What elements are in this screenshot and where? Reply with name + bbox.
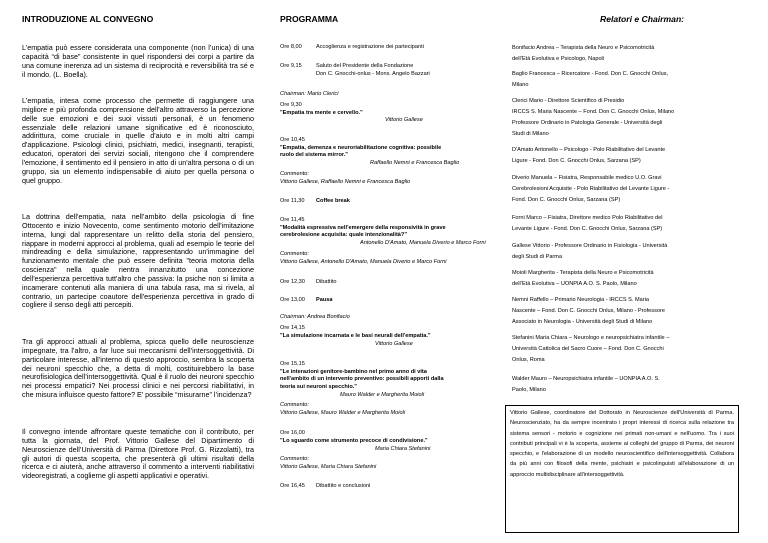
session: Coffee break [316, 198, 350, 204]
session: Saluto del Presidente della Fondazione [316, 63, 414, 69]
speaker: Antonello D'Amato, Manuela Diverio e Marco Forni [360, 240, 486, 246]
speaker-entry: Nemni Raffello – Primario Neurologia - IRCCS S. Maria [512, 297, 649, 303]
session: Don C. Gnocchi-onlus - Mons. Angelo Bazzari [316, 71, 430, 77]
speaker-entry: Professore Ordinario in Patologia Generale - Università degli [512, 120, 663, 126]
session: Accoglienza e registrazione dei partecipanti [316, 44, 424, 50]
speaker-entry: dell’Età Evolutiva – UONPIA A.O. S. Paolo, Milano [512, 281, 637, 287]
speaker-entry: Bonifacio Andrea – Terapista della Neuro e Psicomotricità [512, 45, 655, 51]
speaker: Raffaello Nemni e Francesca Baglio [370, 160, 460, 166]
comment-label: Commento: [280, 402, 309, 408]
talk-title: "Modalità espressiva nell’emergere della responsività in grave [280, 225, 446, 231]
session: Pausa [316, 297, 333, 303]
speaker-entry: Fond. Don C. Gnocchi Onlus, Sarzana (SP) [512, 197, 621, 203]
comment-names: Vittorio Gallese, Raffaello Nemni e Francesca Baglio [280, 179, 411, 185]
introduction-title: INTRODUZIONE AL CONVEGNO [22, 14, 154, 24]
speaker-entry: Università Cattolica del Sacro Cuore – Fond. Don C. Gnocchi [512, 346, 664, 352]
speaker-entry: Associato in Neurologia - Università degli Studi di Milano [512, 319, 653, 325]
speaker: Vittorio Gallese [385, 117, 423, 123]
speaker-entry: Milano [512, 82, 529, 88]
time: Ore 15,15 [280, 361, 305, 367]
comment-names: Vittorio Gallese, Maria Chiara Stefanini [280, 464, 377, 470]
intro-paragraph-3: La dottrina dell'empatia, nata nell’ambito della psicologia di fine Ottocento e inizio Novecento, come sentimento motorio dell'imitazione interna, lungi dal rappresentare un relitto della storia del pensiero, riappare in moderni approcci al problema, quali ad esempio le teorie del mindreading e della simulazione, rappresentando un'immagine del funzionamento mentale che può essere definita "teoria motoria della coscienza" nella quale rientra innanzitutto una concezione dell'esperienza percettiva tutt'altro che passiva: la psiche non si limita a incamerare contenuti alla maniera di una tabula rasa, ma si rivela, al contrario, un partecipe coautore dell'esperienza percettiva in grado di cogliere il senso degli atti percepiti. [22, 212, 254, 310]
speaker-entry: Forni Marco – Fisiatra, Direttore medico Polo Riabilitativo del [512, 215, 663, 221]
speaker-entry: Moioli Margherita - Terapista della Neuro e Psicomotricità [512, 270, 654, 276]
speaker: Vittorio Gallese [375, 341, 413, 347]
speaker-entry: Cerebrolesioni Acquisite - Polo Riabilitativo del Levante Ligure - [512, 186, 670, 192]
session: Dibattito e conclusioni [316, 483, 371, 489]
speaker-entry: Baglio Francesca – Ricercatore - Fond. Don C. Gnocchi Onlus, [512, 71, 669, 77]
comment-label: Commento: [280, 171, 309, 177]
time: Ore 12,30 [280, 279, 305, 285]
speaker-entry: dell’Età Evolutiva e Psicologo, Napoli [512, 56, 605, 62]
talk-title: "Le interazioni genitore-bambino nel primo anno di vita [280, 369, 427, 375]
time: Ore 16,00 [280, 430, 305, 436]
time: Ore 11,30 [280, 198, 305, 204]
speaker-entry: Paolo, Milano [512, 387, 546, 393]
time: Ore 14,15 [280, 325, 305, 331]
intro-paragraph-1: L’empatia può essere considerata una componente (non l’unica) di una capacità “di base” consistente in quel rispondersi dei corpi a partire da una comune inerenza ad un sistema di reciprocità e reversibilità tra sé e il mondo. (L. Boella). [22, 43, 254, 79]
speaker-entry: Studi di Milano [512, 131, 549, 137]
speaker-entry: IRCCS S. Maria Nascente – Fond. Don C. Gnocchi Onlus, Milano [512, 109, 675, 115]
talk-title: "Lo sguardo come strumento precoce di condivisione." [280, 438, 428, 444]
talk-title: "Empatia tra mente e cervello." [280, 110, 363, 116]
time: Ore 9,15 [280, 63, 302, 69]
talk-title: ruolo del sistema mirror." [280, 152, 348, 158]
time: Ore 8,00 [280, 44, 302, 50]
speaker-entry: Levante Ligure - Fond. Don C. Gnocchi Onlus, Sarzana (SP) [512, 226, 663, 232]
speaker-entry: Walder Mauro – Neuropsichiatra infantile – UONPIA A.O. S. [512, 376, 660, 382]
comment-label: Commento: [280, 251, 309, 257]
speaker-entry: Stefanini Maria Chiara – Neurologo e neuropsichiatra infantile – [512, 335, 670, 341]
talk-title: "La simulazione incarnata e le basi neurali dell'empatia." [280, 333, 431, 339]
chairman: Chairman: Andrea Bonifacio [280, 314, 350, 320]
comment-names: Vittorio Gallese, Antonello D'Amato, Manuela Diverio e Marco Forni [280, 259, 447, 265]
speaker-entry: Ligure - Fond. Don C. Gnocchi Onlus, Sarzana (SP) [512, 158, 641, 164]
time: Ore 10,45 [280, 137, 305, 143]
speaker-entry: Diverio Manuela – Fisiatra, Responsabile medico U.O. Gravi [512, 175, 662, 181]
program-title: PROGRAMMA [280, 14, 339, 24]
talk-title: nell'ambito di un intervento preventivo: possibili apporti dalla [280, 376, 444, 382]
speaker-entry: Clerici Mario - Direttore Scientifico di Presidio [512, 98, 625, 104]
comment-label: Commento: [280, 456, 309, 462]
time: Ore 11,45 [280, 217, 305, 223]
talk-title: teoria sui neuroni specchio." [280, 384, 357, 390]
time: Ore 16,45 [280, 483, 305, 489]
time: Ore 9,30 [280, 102, 302, 108]
speaker-entry: Nascente – Fond. Don C. Gnocchi Onlus, Milano - Professore [512, 308, 665, 314]
comment-names: Vittorio Gallese, Mauro Walder e Margherita Moioli [280, 410, 406, 416]
speaker: Maria Chiara Stefanini [375, 446, 431, 452]
talk-title: cerebrolesione acquisita: quale intenzionalità?" [280, 232, 407, 238]
gallese-bio: Vittorio Gallese, coordinatore del Dottorato in Neuroscienze dell'Università di Parma. Neuroscienziato, ha da sempre incentrato i propri interessi di ricerca sulla relazione tra sistema sensori - motorio e cognizione nei primati non-umani e nell'uomo. Tra i suoi contributi principali vi è la scoperta, assieme ai colleghi del gruppo di Parma, dei neuroni specchio, e l'elaborazione di un modello neuroscientifico dell'intersoggettività. Collabora da più anni con filosofi della mente, psichiatri e psicolinguisti all'elaborazione di un approccio multidisciplinare all'intersoggettività. [510, 410, 734, 478]
intro-paragraph-4: Tra gli approcci attuali al problema, spicca quello delle neuroscienze impegnate, tra l’altro, a far luce sui meccanismi dell’intersoggettività. Di particolare interesse, all’interno di questo approccio, sembra la scoperta dei neuroni specchio che, a detta di molti, costituirebbero la base neurofisiologica dell’intersoggettività. Qual è il ruolo dei neuroni specchio nei processi empatici? Nei processi clinici e nei percorsi riabilitativi, in che misura influisce questo fattore? E’ possibile “misurarne” l’incidenza? [22, 337, 254, 400]
intro-paragraph-2: L'empatia, intesa come processo che permette di raggiungere una migliore e più profonda comprensione dell'altro attraverso la percezione delle sue emozioni e dei suoi vissuti personali, è un fenomeno essenziale delle relazioni umane significative ed è riconosciuto, addirittura, come cruciale in quelle d'aiuto e in molti altri campi d'applicazione. Psicologi clinici, psichiatri, medici, insegnanti, terapisti, educatori, operatori dei servizi sociali, ritengono che il comprendere l'emozione, il sentimento ed il pensiero in atto di un'altra persona o di un gruppo, sia un elemento indispensabile di aiuto per quella persona o quel gruppo. [22, 96, 254, 185]
chairman: Chairman: Mario Clerici [280, 91, 339, 97]
speaker-entry: D'Amato Antonello – Psicologo - Polo Riabilitativo del Levante [512, 147, 666, 153]
gallese-bio-box [505, 405, 739, 533]
speaker-entry: Gallese Vittorio - Professore Ordinario in Fisiologia - Università [512, 243, 668, 249]
speaker: Mauro Walder e Margherita Moioli [340, 392, 425, 398]
time: Ore 13,00 [280, 297, 305, 303]
speakers-title: Relatori e Chairman: [600, 14, 685, 24]
speaker-entry: Onlus, Roma [512, 357, 545, 363]
intro-paragraph-5: Il convegno intende affrontare queste tematiche con il contributo, per tutta la giornata, del Prof. Vittorio Gallese del Dipartimento di Neuroscienze dell’Università di Parma (Direttore Prof. G. Rizzolatti), tra gli autori di questa scoperta, che presenterà gli ultimi risultati della ricerca e ci aiuterà, anche attraverso il commento a interventi riabilitativi videoregistrati, a coglierne gli aspetti applicativi e operativi. [22, 427, 254, 481]
speaker-entry: degli Studi di Parma [512, 254, 563, 260]
talk-title: "Empatia, demenza e neuroriabilitazione cognitiva: possibile [280, 145, 442, 151]
session: Dibattito [316, 279, 337, 285]
